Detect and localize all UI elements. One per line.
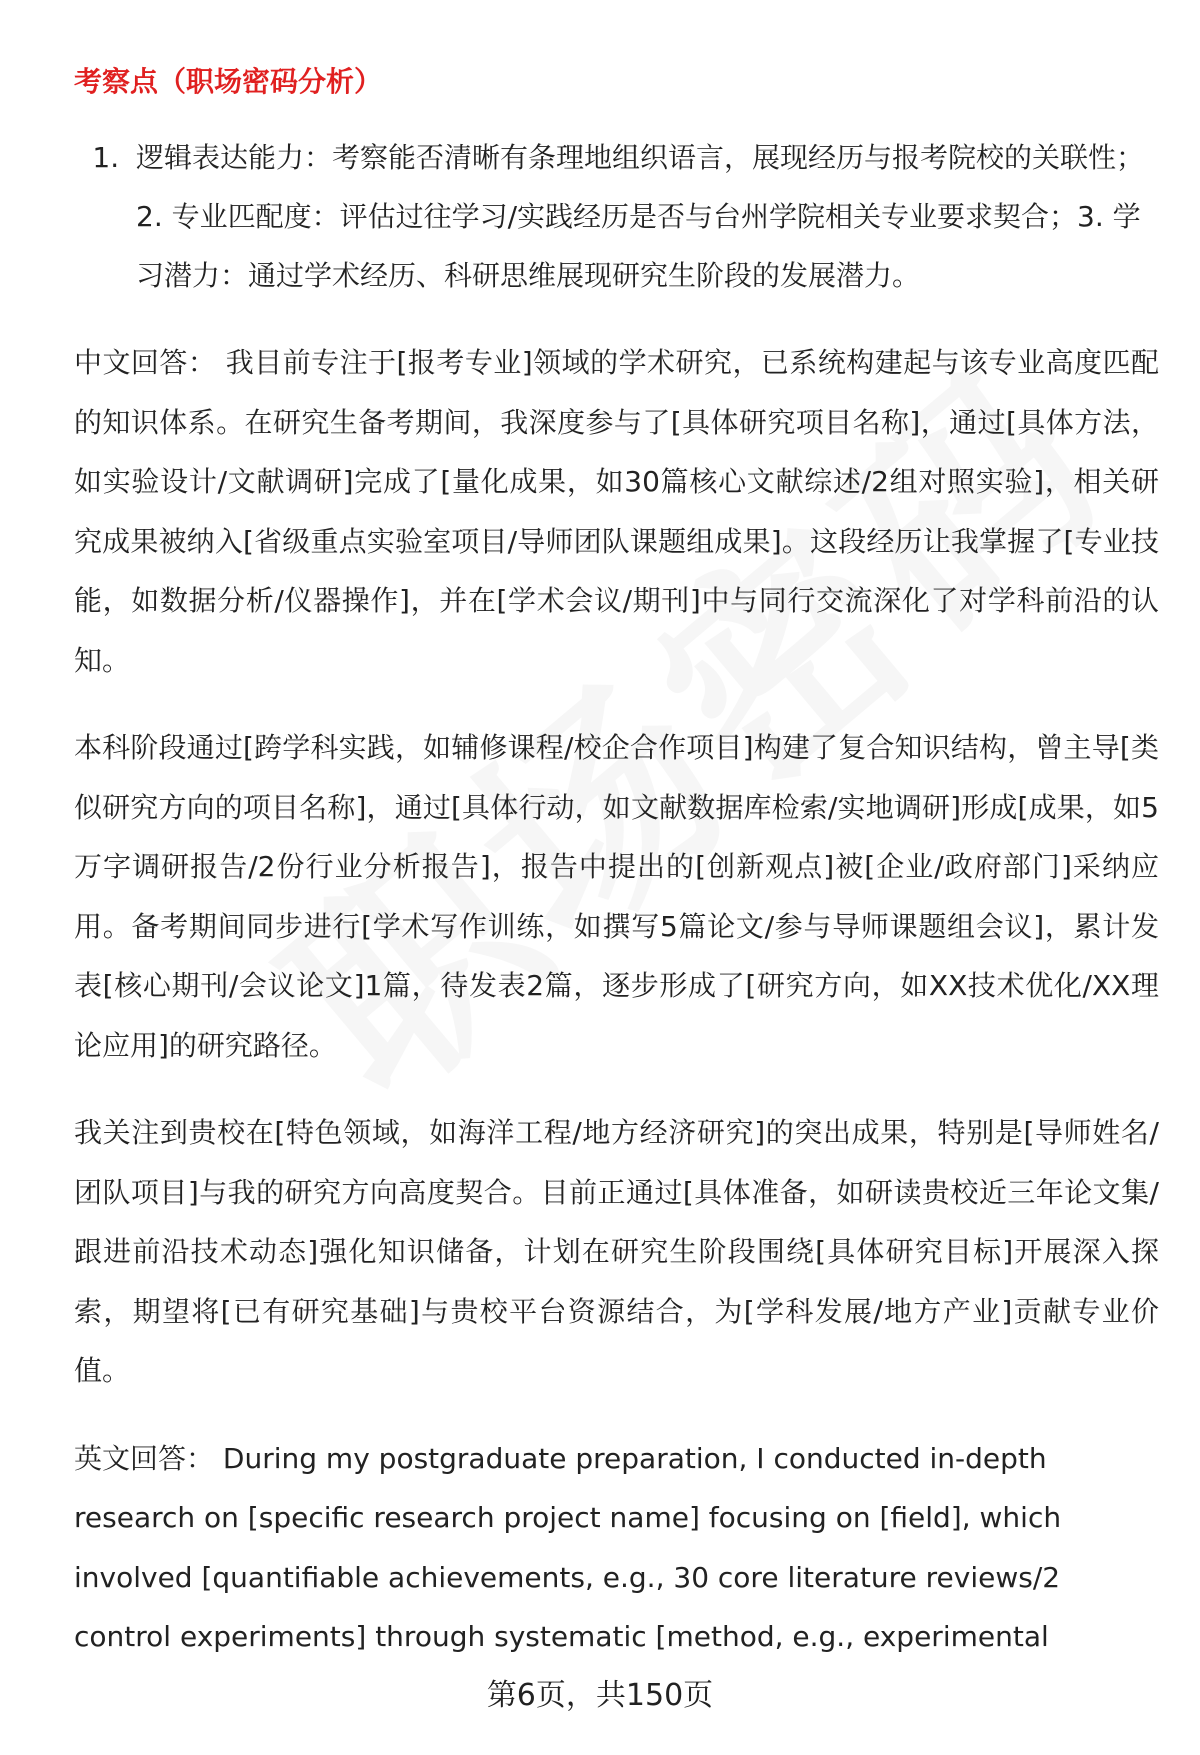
list-item: 1. 逻辑表达能力：考察能否清晰有条理地组织语言，展现经历与报考院校的关联性；2. 专业匹配度：评估过往学习/实践经历是否与台州学院相关专业要求契合；3. 学习潜力：通过学术经历、科研思维展现研究生阶段的发展潜力。 <box>128 128 1159 305</box>
school-interest-paragraph: 我关注到贵校在[特色领域，如海洋工程/地方经济研究]的突出成果，特别是[导师姓名/团队项目]与我的研究方向高度契合。目前正通过[具体准备，如研读贵校近三年论文集/跟进前沿技术动态]强化知识储备，计划在研究生阶段围绕[具体研究目标]开展深入探索，期望将[已有研究基础]与贵校平台资源结合，为[学科发展/地方产业]贡献专业价值。 <box>74 1116 1159 1387</box>
document-page <box>74 52 1159 1667</box>
page-number-footer: 第6页，共150页 <box>486 1678 714 1713</box>
section-title: 考察点（职场密码分析） <box>74 65 383 98</box>
chinese-answer-paragraph: 中文回答： 我目前专注于[报考专业]领域的学术研究，已系统构建起与该专业高度匹配的知识体系。在研究生备考期间，我深度参与了[具体研究项目名称]，通过[具体方法，如实验设计/文献调研]完成了[量化成果，如30篇核心文献综述/2组对照实验]，相关研究成果被纳入[省级重点实验室项目/导师团队课题组成果]。这段经历让我掌握了[专业技能，如数据分析/仪器操作]，并在[学术会议/期刊]中与同行交流深化了对学科前沿的认知。 <box>74 346 1159 677</box>
undergraduate-paragraph: 本科阶段通过[跨学科实践，如辅修课程/校企合作项目]构建了复合知识结构，曾主导[类似研究方向的项目名称]，通过[具体行动，如文献数据库检索/实地调研]形成[成果，如5万字调研报告/2份行业分析报告]，报告中提出的[创新观点]被[企业/政府部门]采纳应用。备考期间同步进行[学术写作训练，如撰写5篇论文/参与导师课题组会议]，累计发表[核心期刊/会议论文]1篇，待发表2篇，逐步形成了[研究方向，如XX技术优化/XX理论应用]的研究路径。 <box>74 731 1159 1062</box>
assessment-points-list <box>74 128 1159 305</box>
english-answer-paragraph: 英文回答： During my postgraduate preparation, I conducted in-depth research on [specific research project name] focusing on [field], which involved [quantifiable achievements, e.g., 30 core literature reviews/2 control experiments] through systematic [method, e.g., experimental <box>74 1441 1062 1653</box>
